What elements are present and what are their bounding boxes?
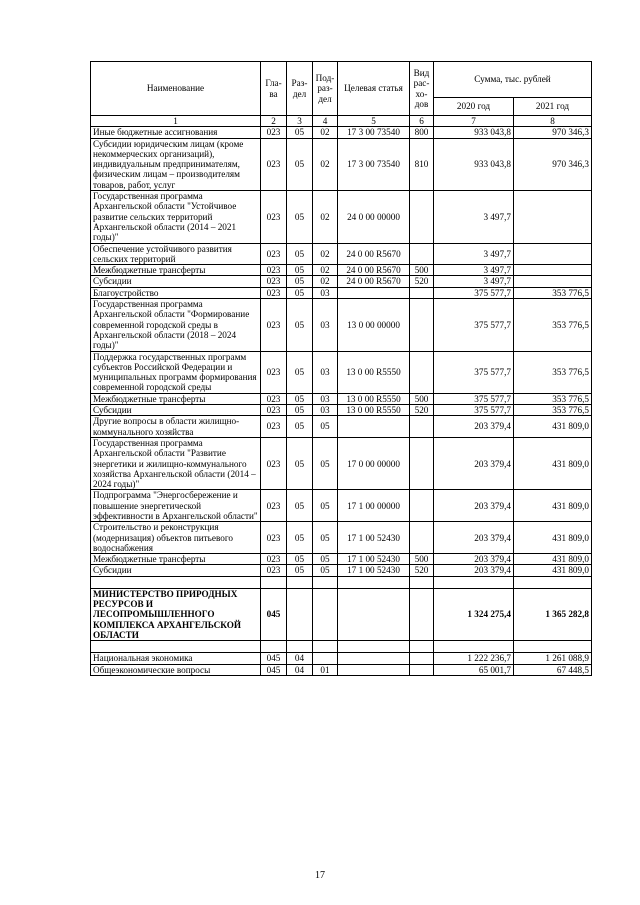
table-row — [91, 565, 592, 576]
row-vid-cell — [410, 653, 434, 664]
table-body — [91, 127, 592, 676]
row-sum-2021-cell: 431 809,0 — [514, 490, 592, 522]
row-glava-cell: 023 — [261, 393, 287, 404]
header-vid: Вид рас-хо-дов — [410, 62, 434, 116]
row-target-cell: 17 1 00 52430 — [338, 565, 410, 576]
row-razdel-cell: 05 — [287, 490, 313, 522]
row-sum-2020-cell: 203 379,4 — [434, 490, 514, 522]
row-target-cell: 17 1 00 52430 — [338, 554, 410, 565]
row-podrazdel-cell — [313, 576, 338, 588]
table-row — [91, 243, 592, 265]
row-podrazdel-cell: 03 — [313, 287, 338, 298]
row-podrazdel-cell: 05 — [313, 522, 338, 554]
row-podrazdel-cell: 03 — [313, 351, 338, 393]
row-glava-cell — [261, 576, 287, 588]
row-vid-cell — [410, 588, 434, 640]
row-target-cell: 13 0 00 R5550 — [338, 405, 410, 416]
row-target-cell: 13 0 00 R5550 — [338, 393, 410, 404]
row-vid-cell — [410, 437, 434, 489]
row-sum-2020-cell — [434, 576, 514, 588]
row-sum-2020-cell: 3 497,7 — [434, 265, 514, 276]
row-razdel-cell: 05 — [287, 522, 313, 554]
table-row — [91, 276, 592, 287]
header-year-2020: 2020 год — [434, 98, 514, 116]
row-target-cell: 17 3 00 73540 — [338, 127, 410, 138]
row-podrazdel-cell — [313, 653, 338, 664]
row-target-cell: 24 0 00 R5670 — [338, 243, 410, 265]
row-name-cell: Иные бюджетные ассигнования — [91, 127, 261, 138]
table-row — [91, 127, 592, 138]
column-number: 5 — [338, 116, 410, 127]
row-sum-2020-cell: 375 577,7 — [434, 287, 514, 298]
row-vid-cell: 810 — [410, 138, 434, 190]
row-sum-2021-cell: 1 261 088,9 — [514, 653, 592, 664]
table-row — [91, 265, 592, 276]
table-row — [91, 191, 592, 243]
row-razdel-cell — [287, 588, 313, 640]
row-sum-2021-cell: 431 809,0 — [514, 437, 592, 489]
row-name-cell: Поддержка государственных программ субъектов Российской Федерации и муниципальных программ формирования современной городской среды — [91, 351, 261, 393]
row-sum-2020-cell: 65 001,7 — [434, 664, 514, 675]
column-number: 2 — [261, 116, 287, 127]
row-sum-2020-cell: 375 577,7 — [434, 405, 514, 416]
row-sum-2021-cell: 970 346,3 — [514, 127, 592, 138]
table-row — [91, 490, 592, 522]
header-name: Наименование — [91, 62, 261, 116]
row-podrazdel-cell — [313, 641, 338, 653]
row-vid-cell — [410, 522, 434, 554]
row-glava-cell: 023 — [261, 276, 287, 287]
header-year-2021: 2021 год — [514, 98, 592, 116]
row-sum-2021-cell — [514, 191, 592, 243]
row-target-cell: 24 0 00 00000 — [338, 191, 410, 243]
column-number: 4 — [313, 116, 338, 127]
row-razdel-cell: 05 — [287, 405, 313, 416]
row-podrazdel-cell: 05 — [313, 565, 338, 576]
row-podrazdel-cell: 03 — [313, 299, 338, 351]
row-name-cell: Межбюджетные трансферты — [91, 554, 261, 565]
row-name-cell — [91, 576, 261, 588]
row-sum-2020-cell: 203 379,4 — [434, 437, 514, 489]
row-sum-2021-cell: 1 365 282,8 — [514, 588, 592, 640]
row-sum-2021-cell: 431 809,0 — [514, 522, 592, 554]
row-sum-2021-cell: 431 809,0 — [514, 565, 592, 576]
row-razdel-cell: 05 — [287, 299, 313, 351]
column-number: 6 — [410, 116, 434, 127]
header-podrazdel: Под-раз-дел — [313, 62, 338, 116]
row-sum-2021-cell: 353 776,5 — [514, 351, 592, 393]
row-target-cell: 24 0 00 R5670 — [338, 276, 410, 287]
row-name-cell: Межбюджетные трансферты — [91, 265, 261, 276]
table-row — [91, 351, 592, 393]
row-target-cell — [338, 641, 410, 653]
column-numbers-row — [91, 116, 592, 127]
table-row — [91, 138, 592, 190]
row-name-cell: МИНИСТЕРСТВО ПРИРОДНЫХ РЕСУРСОВ И ЛЕСОПРОМЫШЛЕННОГО КОМПЛЕКСА АРХАНГЕЛЬСКОЙ ОБЛАСТИ — [91, 588, 261, 640]
row-target-cell — [338, 664, 410, 675]
row-sum-2020-cell: 1 222 236,7 — [434, 653, 514, 664]
header-razdel: Раз-дел — [287, 62, 313, 116]
row-sum-2020-cell — [434, 641, 514, 653]
row-razdel-cell: 05 — [287, 437, 313, 489]
row-target-cell — [338, 287, 410, 298]
row-vid-cell — [410, 243, 434, 265]
row-glava-cell: 023 — [261, 351, 287, 393]
row-target-cell: 17 0 00 00000 — [338, 437, 410, 489]
row-target-cell: 17 1 00 52430 — [338, 522, 410, 554]
budget-table — [90, 61, 592, 676]
row-name-cell: Субсидии — [91, 565, 261, 576]
row-sum-2021-cell: 431 809,0 — [514, 554, 592, 565]
row-razdel-cell: 05 — [287, 276, 313, 287]
row-sum-2020-cell: 375 577,7 — [434, 299, 514, 351]
row-sum-2021-cell — [514, 576, 592, 588]
row-vid-cell — [410, 191, 434, 243]
row-target-cell: 17 1 00 00000 — [338, 490, 410, 522]
row-sum-2020-cell: 933 043,8 — [434, 127, 514, 138]
row-sum-2021-cell — [514, 276, 592, 287]
row-name-cell: Подпрограмма "Энергосбережение и повышение энергетической эффективности в Архангельской области" — [91, 490, 261, 522]
row-glava-cell: 023 — [261, 437, 287, 489]
row-name-cell: Субсидии — [91, 405, 261, 416]
row-razdel-cell: 05 — [287, 287, 313, 298]
column-number: 8 — [514, 116, 592, 127]
page-number: 17 — [315, 870, 325, 881]
row-podrazdel-cell — [313, 588, 338, 640]
row-glava-cell: 023 — [261, 554, 287, 565]
row-sum-2021-cell: 353 776,5 — [514, 287, 592, 298]
row-vid-cell: 500 — [410, 554, 434, 565]
column-number: 3 — [287, 116, 313, 127]
table-row — [91, 664, 592, 675]
row-glava-cell: 023 — [261, 522, 287, 554]
row-podrazdel-cell: 03 — [313, 405, 338, 416]
row-podrazdel-cell: 05 — [313, 490, 338, 522]
row-name-cell: Другие вопросы в области жилищно-коммунального хозяйства — [91, 416, 261, 438]
row-glava-cell: 023 — [261, 287, 287, 298]
row-podrazdel-cell: 05 — [313, 416, 338, 438]
row-vid-cell: 520 — [410, 405, 434, 416]
row-podrazdel-cell: 02 — [313, 138, 338, 190]
row-name-cell: Национальная экономика — [91, 653, 261, 664]
row-sum-2021-cell: 970 346,3 — [514, 138, 592, 190]
row-vid-cell: 500 — [410, 393, 434, 404]
row-vid-cell: 520 — [410, 276, 434, 287]
row-target-cell — [338, 576, 410, 588]
row-razdel-cell — [287, 641, 313, 653]
row-name-cell: Субсидии юридическим лицам (кроме некоммерческих организаций), индивидуальным предпринимателям, физическим лицам – производителям товаров, работ, услуг — [91, 138, 261, 190]
table-row — [91, 437, 592, 489]
row-vid-cell: 800 — [410, 127, 434, 138]
row-glava-cell: 023 — [261, 299, 287, 351]
row-glava-cell: 045 — [261, 664, 287, 675]
row-target-cell: 24 0 00 R5670 — [338, 265, 410, 276]
row-sum-2020-cell: 203 379,4 — [434, 416, 514, 438]
row-target-cell: 17 3 00 73540 — [338, 138, 410, 190]
row-vid-cell — [410, 641, 434, 653]
row-name-cell — [91, 641, 261, 653]
row-sum-2020-cell: 3 497,7 — [434, 243, 514, 265]
row-name-cell: Субсидии — [91, 276, 261, 287]
spacer-row — [91, 576, 592, 588]
row-razdel-cell: 05 — [287, 565, 313, 576]
row-razdel-cell — [287, 576, 313, 588]
row-sum-2021-cell — [514, 641, 592, 653]
table-row — [91, 522, 592, 554]
row-sum-2021-cell: 431 809,0 — [514, 416, 592, 438]
row-razdel-cell: 05 — [287, 191, 313, 243]
row-razdel-cell: 05 — [287, 127, 313, 138]
row-vid-cell — [410, 664, 434, 675]
row-name-cell: Благоустройство — [91, 287, 261, 298]
row-razdel-cell: 05 — [287, 243, 313, 265]
row-razdel-cell: 05 — [287, 554, 313, 565]
row-podrazdel-cell: 02 — [313, 191, 338, 243]
row-glava-cell — [261, 641, 287, 653]
row-sum-2020-cell: 375 577,7 — [434, 393, 514, 404]
row-target-cell: 13 0 00 R5550 — [338, 351, 410, 393]
row-sum-2021-cell: 353 776,5 — [514, 299, 592, 351]
row-podrazdel-cell: 05 — [313, 437, 338, 489]
row-sum-2020-cell: 375 577,7 — [434, 351, 514, 393]
row-sum-2021-cell — [514, 265, 592, 276]
header-sum: Сумма, тыс. рублей — [434, 62, 592, 98]
row-glava-cell: 023 — [261, 138, 287, 190]
row-vid-cell — [410, 287, 434, 298]
row-podrazdel-cell: 02 — [313, 276, 338, 287]
row-vid-cell — [410, 416, 434, 438]
row-glava-cell: 023 — [261, 565, 287, 576]
row-razdel-cell: 05 — [287, 416, 313, 438]
row-razdel-cell: 05 — [287, 138, 313, 190]
row-vid-cell — [410, 490, 434, 522]
row-podrazdel-cell: 02 — [313, 265, 338, 276]
row-name-cell: Общеэкономические вопросы — [91, 664, 261, 675]
row-glava-cell: 023 — [261, 490, 287, 522]
row-glava-cell: 023 — [261, 265, 287, 276]
row-glava-cell: 023 — [261, 405, 287, 416]
row-vid-cell — [410, 351, 434, 393]
table-row — [91, 653, 592, 664]
row-sum-2020-cell: 1 324 275,4 — [434, 588, 514, 640]
row-razdel-cell: 04 — [287, 664, 313, 675]
row-podrazdel-cell: 02 — [313, 127, 338, 138]
row-sum-2020-cell: 3 497,7 — [434, 276, 514, 287]
row-sum-2020-cell: 203 379,4 — [434, 554, 514, 565]
table-row — [91, 588, 592, 640]
row-name-cell: Государственная программа Архангельской области "Формирование современной городской среды в Архангельской области (2018 – 2024 годы)" — [91, 299, 261, 351]
row-razdel-cell: 05 — [287, 393, 313, 404]
row-glava-cell: 045 — [261, 588, 287, 640]
header-glava: Гла-ва — [261, 62, 287, 116]
row-name-cell: Обеспечение устойчивого развития сельских территорий — [91, 243, 261, 265]
row-sum-2021-cell — [514, 243, 592, 265]
row-sum-2021-cell: 67 448,5 — [514, 664, 592, 675]
table-row — [91, 393, 592, 404]
row-name-cell: Межбюджетные трансферты — [91, 393, 261, 404]
table-row — [91, 554, 592, 565]
row-vid-cell — [410, 576, 434, 588]
row-target-cell: 13 0 00 00000 — [338, 299, 410, 351]
row-target-cell — [338, 588, 410, 640]
row-sum-2021-cell: 353 776,5 — [514, 405, 592, 416]
row-name-cell: Строительство и реконструкция (модернизация) объектов питьевого водоснабжения — [91, 522, 261, 554]
row-glava-cell: 023 — [261, 127, 287, 138]
row-sum-2020-cell: 3 497,7 — [434, 191, 514, 243]
row-glava-cell: 023 — [261, 416, 287, 438]
row-sum-2020-cell: 933 043,8 — [434, 138, 514, 190]
table-row — [91, 287, 592, 298]
row-glava-cell: 045 — [261, 653, 287, 664]
table-row — [91, 416, 592, 438]
row-podrazdel-cell: 01 — [313, 664, 338, 675]
row-target-cell — [338, 416, 410, 438]
row-razdel-cell: 05 — [287, 265, 313, 276]
row-vid-cell: 500 — [410, 265, 434, 276]
row-razdel-cell: 05 — [287, 351, 313, 393]
row-vid-cell — [410, 299, 434, 351]
row-podrazdel-cell: 02 — [313, 243, 338, 265]
row-glava-cell: 023 — [261, 191, 287, 243]
row-name-cell: Государственная программа Архангельской области "Устойчивое развитие сельских территорий Архангельской области (2014 – 2021 годы)" — [91, 191, 261, 243]
row-podrazdel-cell: 05 — [313, 554, 338, 565]
row-podrazdel-cell: 03 — [313, 393, 338, 404]
column-number: 7 — [434, 116, 514, 127]
header-target: Целевая статья — [338, 62, 410, 116]
row-sum-2020-cell: 203 379,4 — [434, 522, 514, 554]
row-razdel-cell: 04 — [287, 653, 313, 664]
table-row — [91, 299, 592, 351]
row-sum-2021-cell: 353 776,5 — [514, 393, 592, 404]
table-row — [91, 405, 592, 416]
column-number: 1 — [91, 116, 261, 127]
spacer-row — [91, 641, 592, 653]
row-vid-cell: 520 — [410, 565, 434, 576]
row-sum-2020-cell: 203 379,4 — [434, 565, 514, 576]
row-glava-cell: 023 — [261, 243, 287, 265]
row-name-cell: Государственная программа Архангельской области "Развитие энергетики и жилищно-коммунального хозяйства Архангельской области (2014 – 2024 годы)" — [91, 437, 261, 489]
row-target-cell — [338, 653, 410, 664]
